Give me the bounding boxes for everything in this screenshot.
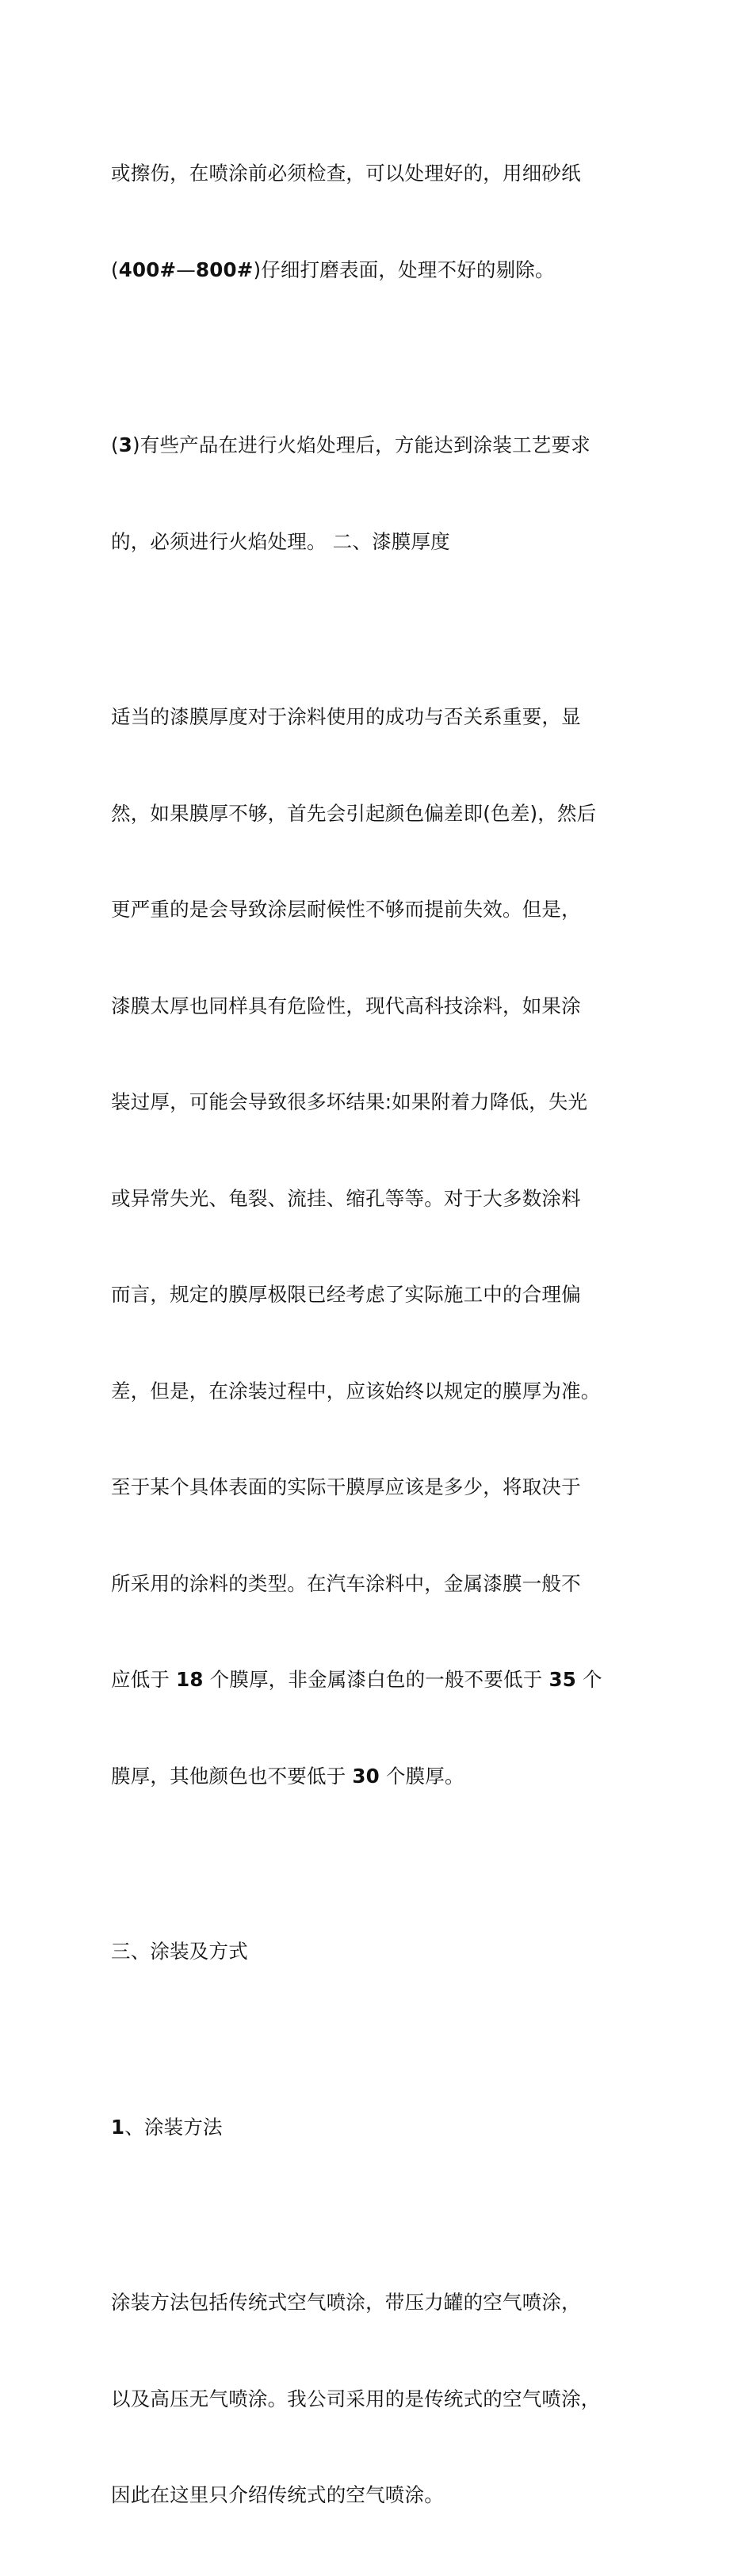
- subsection-heading: 1、涂装方法: [111, 2115, 223, 2139]
- text-line: 以及高压无气喷涂。我公司采用的是传统式的空气喷涂，: [111, 2387, 601, 2410]
- text-line: 膜厚，其他颜色也不要低于 30 个膜厚。: [111, 1764, 464, 1788]
- text-line: 至于某个具体表面的实际干膜厚应该是多少，将取决于: [111, 1475, 581, 1498]
- paragraph-spray-methods: [111, 2223, 650, 2576]
- text-line: 应低于 18 个膜厚，非金属漆白色的一般不要低于 35 个: [111, 1668, 602, 1691]
- text-line: 差，但是，在涂装过程中，应该始终以规定的膜厚为准。: [111, 1379, 601, 1402]
- text-line: 涂装方法包括传统式空气喷涂，带压力罐的空气喷涂，: [111, 2291, 581, 2314]
- text-line: (3)有些产品在进行火焰处理后，方能达到涂装工艺要求: [111, 433, 591, 456]
- text-line: 而言，规定的膜厚极限已经考虑了实际施工中的合理偏: [111, 1283, 581, 1306]
- paragraph-flame-treatment: [111, 365, 650, 622]
- section-heading: 三、涂装及方式: [111, 1940, 248, 1963]
- subheading-coating-method: [111, 2047, 650, 2208]
- paragraph-film-thickness: [111, 637, 650, 1857]
- text-line: 更严重的是会导致涂层耐候性不够而提前失效。但是，: [111, 898, 581, 921]
- text-line: 或擦伤，在喷涂前必须检查，可以处理好的，用细砂纸: [111, 162, 581, 185]
- text-line: 因此在这里只介绍传统式的空气喷涂。: [111, 2483, 444, 2506]
- text-line: 漆膜太厚也同样具有危险性，现代高科技涂料，如果涂: [111, 994, 581, 1017]
- text-line: 适当的漆膜厚度对于涂料使用的成功与否关系重要，显: [111, 705, 581, 728]
- document-body: [111, 93, 650, 2576]
- text-line: 的，必须进行火焰处理。 二、漆膜厚度: [111, 529, 450, 553]
- text-line: 然，如果膜厚不够，首先会引起颜色偏差即(色差)，然后: [111, 801, 597, 825]
- paragraph-surface-treatment: [111, 93, 650, 350]
- text-line: (400#—800#)仔细打磨表面，处理不好的剔除。: [111, 258, 555, 281]
- section-heading-coating-methods: [111, 1872, 650, 2032]
- text-line: 或异常失光、龟裂、流挂、缩孔等等。对于大多数涂料: [111, 1186, 581, 1210]
- text-line: 装过厚，可能会导致很多坏结果:如果附着力降低，失光: [111, 1090, 588, 1113]
- text-line: 所采用的涂料的类型。在汽车涂料中，金属漆膜一般不: [111, 1571, 581, 1595]
